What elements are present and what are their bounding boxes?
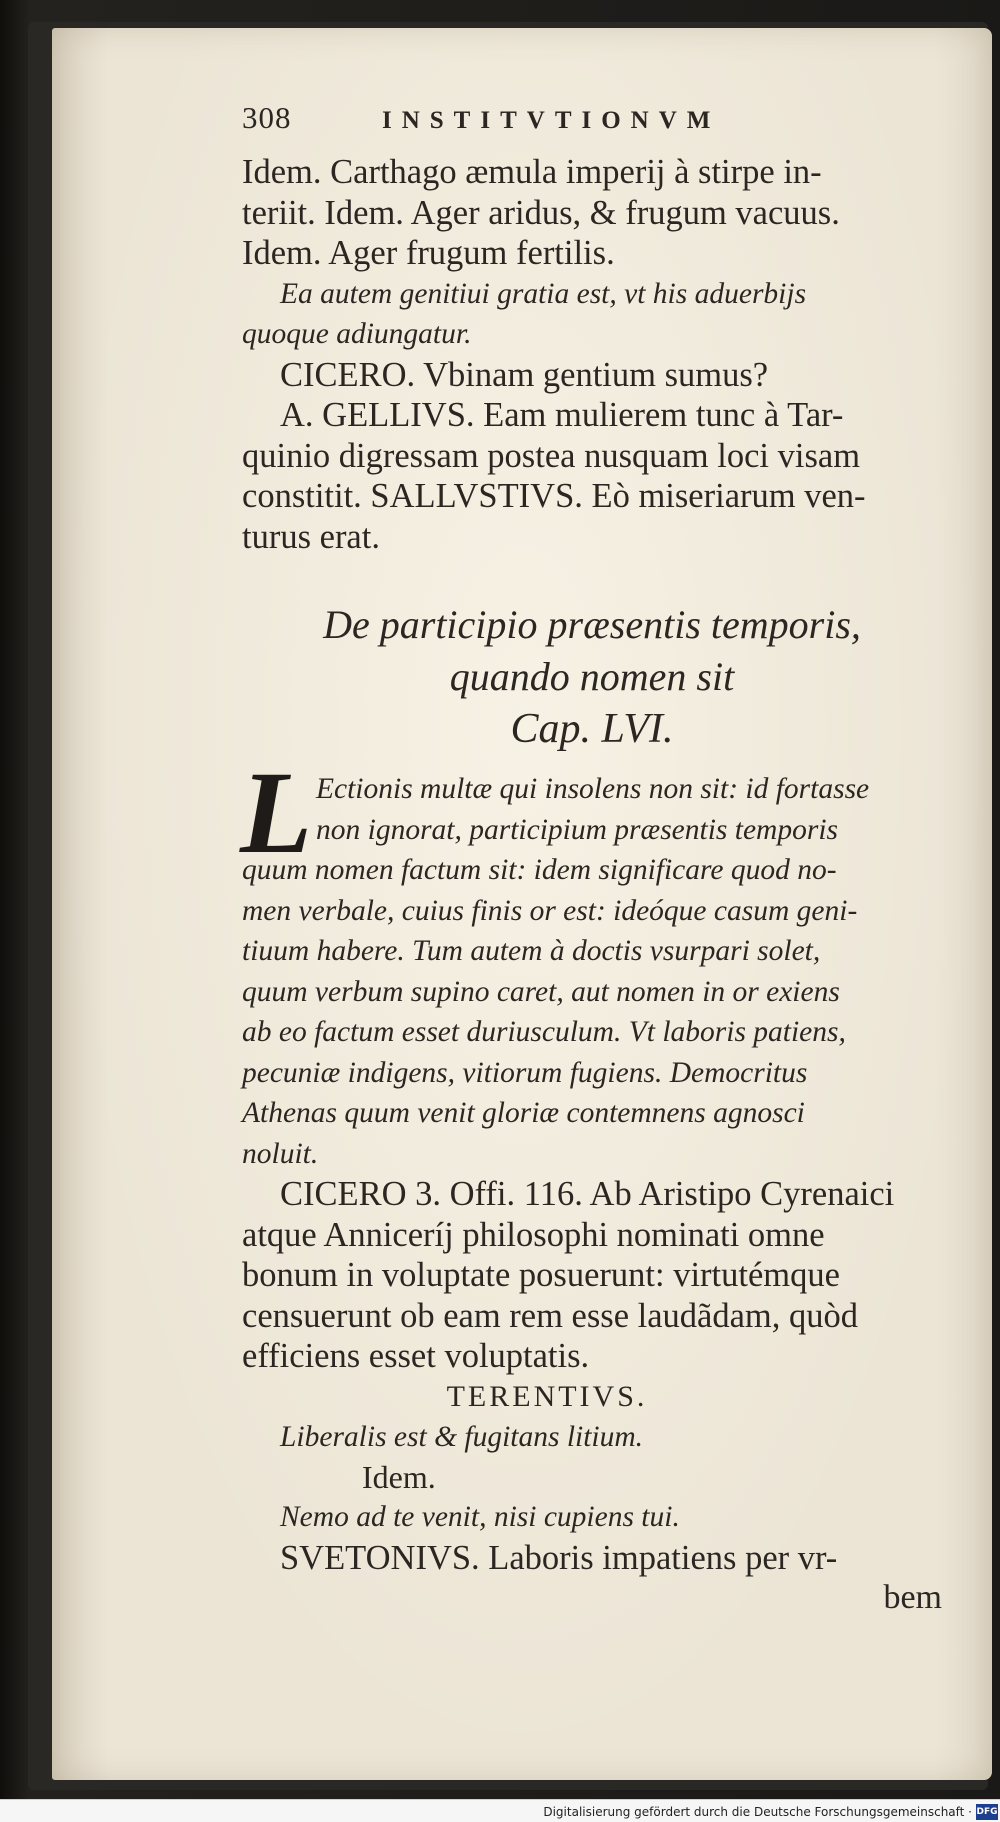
catchword: bem — [883, 1579, 942, 1616]
paragraph-cicero-offices — [242, 1174, 942, 1377]
paragraph-gellius — [242, 395, 942, 557]
text-line: quum verbum supino caret, aut nomen in or exiens — [242, 975, 840, 1008]
text-line: A. GELLIVS. Eam mulierem tunc à Tar- — [280, 396, 844, 434]
book-page — [52, 28, 992, 1780]
paragraph-idem — [242, 152, 942, 274]
dfg-logo[interactable]: DFG — [976, 1804, 998, 1820]
text-line: Idem. Carthago æmula imperij à stirpe in- — [242, 153, 822, 191]
text-line: men verbale, cuius finis or est: ideóque casum geni- — [242, 894, 858, 927]
decorated-initial: L — [240, 747, 313, 878]
text-line: Idem. Ager frugum fertilis. — [242, 234, 615, 272]
text-line: turus erat. — [242, 517, 380, 556]
chapter-number: Cap. LVI. — [510, 706, 674, 752]
text-line: Ea autem genitiui gratia est, vt his aduerbijs — [280, 277, 807, 310]
quote-nemo — [242, 1497, 942, 1538]
page-text-block — [242, 100, 942, 1618]
chapter-title-line: quando nomen sit — [449, 654, 735, 699]
paragraph-participle — [240, 747, 942, 1174]
quote-liberalis — [242, 1417, 942, 1458]
text-line: efficiens esset voluptatis. — [242, 1337, 590, 1375]
digitization-footer — [0, 1799, 1000, 1822]
funding-credit: Digitalisierung gefördert durch die Deutsche Forschungsgemeinschaft · — [543, 1805, 972, 1819]
text-line: CICERO 3. Offi. 116. Ab Aristipo Cyrenaici — [280, 1175, 895, 1213]
text-line: teriit. Idem. Ager aridus, & frugum vacuus. — [242, 193, 840, 232]
text-line: quum nomen factum sit: idem significare quod no- — [242, 854, 837, 886]
text-line: censuerunt ob eam rem esse laudãdam, quòd — [242, 1296, 858, 1335]
running-head: INSTITVTIONVM — [382, 107, 721, 134]
text-line: CICERO. Vbinam gentium sumus? — [280, 355, 769, 394]
text-line: bonum in voluptate posuerunt: virtutémque — [242, 1256, 840, 1294]
text-line: constitit. SALLVSTIVS. Eò miseriarum ven- — [242, 477, 866, 515]
text-line: atque Anniceríj philosophi nominati omne — [242, 1215, 825, 1254]
chapter-title-line: De participio præsentis temporis, — [323, 602, 861, 647]
author-terentius: TERENTIVS. — [446, 1379, 648, 1413]
text-line: pecuniæ indigens, vitiorum fugiens. Democritus — [242, 1056, 808, 1089]
text-line: Athenas quum venit gloriæ contemnens agnosci — [242, 1097, 805, 1129]
text-line: SVETONIVS. Laboris impatiens per vr- — [280, 1538, 838, 1577]
text-line: non ignorat, participium præsentis temporis — [316, 813, 839, 846]
text-line: ab eo factum esset duriusculum. Vt laboris patiens, — [242, 1016, 846, 1048]
chapter-heading — [242, 599, 942, 755]
text-line: quinio digressam postea nusquam loci visam — [242, 436, 861, 475]
text-line: noluit. — [242, 1137, 319, 1170]
page-header — [242, 100, 942, 152]
paragraph-cicero-quote — [242, 355, 942, 396]
author-idem: Idem. — [362, 1459, 436, 1495]
page-number: 308 — [242, 100, 292, 135]
paragraph-suetonius — [242, 1538, 942, 1579]
text-line: tiuum habere. Tum autem à doctis vsurpari solet, — [242, 935, 821, 967]
text-line: quoque adiungatur. — [242, 318, 472, 350]
text-line: Liberalis est & fugitans litium. — [280, 1420, 644, 1453]
text-line: Ectionis multæ qui insolens non sit: id fortasse — [316, 773, 870, 805]
paragraph-genitive-note — [242, 274, 942, 355]
text-line: Nemo ad te venit, nisi cupiens tui. — [280, 1501, 680, 1533]
